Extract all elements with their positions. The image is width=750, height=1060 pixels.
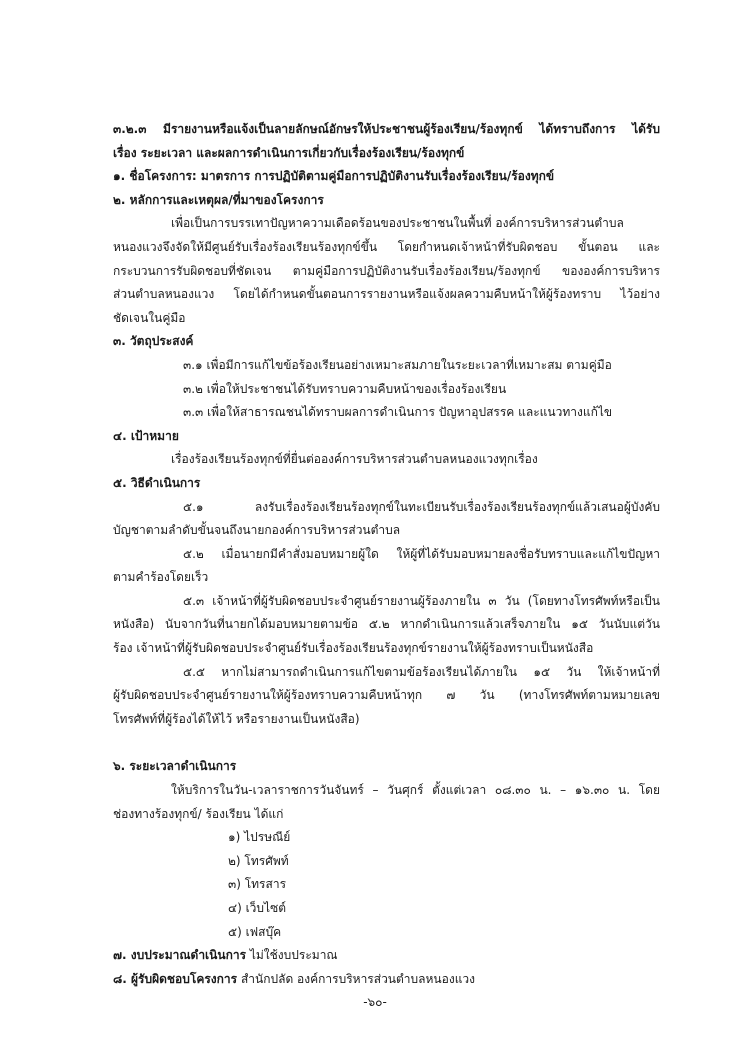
- step-1-line-1: ๕.๑ ลงรับเรื่องร้องเรียนร้องทุกข์ในทะเบียนรับเรื่องร้องเรียนร้องทุกข์แล้วเสนอผู้บังคับ: [183, 499, 660, 514]
- intro-line-1: ๓.๒.๓ มีรายงานหรือแจ้งเป็นลายลักษณ์อักษรให้ประชาชนผู้ร้องเรียน/ร้องทุกข์ ได้ทราบถึงการ ได้รับ: [113, 122, 660, 136]
- section-4-text: เรื่องร้องเรียนร้องทุกข์ที่ยื่นต่อองค์การบริหารส่วนตำบลหนองแวงทุกเรื่อง: [171, 452, 538, 467]
- channel-item-mail: ๑) ไปรษณีย์: [228, 830, 291, 845]
- document-body: [113, 118, 660, 991]
- section-8: [113, 968, 660, 992]
- section-6-line-2: ช่องทางร้องทุกข์/ ร้องเรียน ได้แก่: [113, 806, 284, 821]
- section-6-line-1: ให้บริการในวัน-เวลาราชการวันจันทร์ – วันศุกร์ ตั้งแต่เวลา ๐๘.๓๐ น. – ๑๖.๓๐ น. โดย: [171, 783, 660, 798]
- step-4-line-2: ผู้รับผิดชอบประจำศูนย์รายงานให้ผู้ร้องทราบความคืบหน้าทุก ๗ วัน (ทางโทรศัพท์ตามหมายเลข: [113, 688, 660, 703]
- step-4-line-3: โทรศัพท์ที่ผู้ร้องได้ให้ไว้ หรือรายงานเป็นหนังสือ): [113, 711, 360, 726]
- section-6-title: ๖. ระยะเวลาดำเนินการ: [113, 759, 237, 774]
- page-number: -๖๐-: [363, 995, 387, 1009]
- channel-item-fax: ๓) โทรสาร: [228, 877, 287, 892]
- section-2-line-4: ส่วนตำบลหนองแวง โดยได้กำหนดขั้นตอนการรายงานหรือแจ้งผลความคืบหน้าให้ผู้ร้องทราบ ไว้อย่าง: [113, 287, 660, 302]
- step-3-line-3: ร้อง เจ้าหน้าที่ผู้รับผิดชอบประจำศูนย์รับเรื่องร้องเรียนร้องทุกข์รายงานให้ผู้ร้องทราบเป็นหนังสือ: [113, 641, 594, 656]
- section-7: [113, 944, 660, 968]
- section-2-line-3: กระบวนการรับผิดชอบที่ชัดเจน ตามคู่มือการปฏิบัติงานรับเรื่องร้องเรียน/ร้องทุกข์ ขององค์การบริหาร: [113, 263, 660, 278]
- spacer: [113, 731, 660, 755]
- section-2-line-5: ชัดเจนในคู่มือ: [113, 310, 186, 325]
- section-1-title: ๑. ชื่อโครงการ: มาตรการ การปฏิบัติตามคู่มือการปฏิบัติงานรับเรื่องร้องเรียน/ร้องทุกข์: [113, 169, 555, 184]
- step-3-line-2: หนังสือ) นับจากวันที่นายกได้มอบหมายตามข้อ ๕.๒ หากดำเนินการแล้วเสร็จภายใน ๑๕ วันนับแต่วัน: [113, 617, 660, 632]
- channel-item-website: ๔) เว็บไซต์: [228, 901, 287, 915]
- section-7-title: ๗. งบประมาณดำเนินการ: [113, 948, 247, 963]
- section-3-title: ๓. วัตถุประสงค์: [113, 334, 194, 349]
- step-4-line-1: ๕.๕ หากไม่สามารถดำเนินการแก้ไขตามข้อร้องเรียนได้ภายใน ๑๕ วัน ให้เจ้าหน้าที่: [183, 664, 660, 679]
- section-2-title: ๒. หลักการและเหตุผล/ที่มาของโครงการ: [113, 192, 324, 207]
- section-7-text: ไม่ใช้งบประมาณ: [249, 948, 338, 963]
- channel-item-facebook: ๕) เฟสบุ๊ค: [228, 924, 282, 939]
- channel-item-phone: ๒) โทรศัพท์: [228, 853, 289, 868]
- objective-item-1: ๓.๑ เพื่อมีการแก้ไขข้อร้องเรียนอย่างเหมาะสมภายในระยะเวลาที่เหมาะสม ตามคู่มือ: [183, 357, 612, 372]
- section-4-title: ๔. เป้าหมาย: [113, 428, 179, 443]
- step-3-line-1: ๕.๓ เจ้าหน้าที่ผู้รับผิดชอบประจำศูนย์รายงานผู้ร้องภายใน ๓ วัน (โดยทางโทรศัพท์หรือเป็น: [183, 593, 660, 608]
- step-2-line-2: ตามคำร้องโดยเร็ว: [113, 570, 209, 585]
- section-2-line-1: เพื่อเป็นการบรรเทาปัญหาความเดือดร้อนของประชาชนในพื้นที่ องค์การบริหารส่วนตำบล: [171, 216, 624, 231]
- step-2-line-1: ๕.๒ เมื่อนายกมีคำสั่งมอบหมายผู้ใด ให้ผู้ที่ได้รับมอบหมายลงชื่อรับทราบและแก้ไขปัญหา: [183, 546, 660, 561]
- step-1-line-2: บัญชาตามลำดับขั้นจนถึงนายกองค์การบริหารส่วนตำบล: [113, 523, 401, 538]
- objective-item-2: ๓.๒ เพื่อให้ประชาชนได้รับทราบความคืบหน้าของเรื่องร้องเรียน: [183, 381, 507, 396]
- objective-item-3: ๓.๓ เพื่อให้สาธารณชนได้ทราบผลการดำเนินการ ปัญหาอุปสรรค และแนวทางแก้ไข: [183, 405, 613, 420]
- section-2-line-2: หนองแวงจึงจัดให้มีศูนย์รับเรื่องร้องเรียนร้องทุกข์ขึ้น โดยกำหนดเจ้าหน้าที่รับผิดชอบ ขั้นตอน และ: [113, 239, 660, 254]
- section-8-text: สำนักปลัด องค์การบริหารส่วนตำบลหนองแวง: [240, 971, 476, 986]
- section-5-title: ๕. วิธีดำเนินการ: [113, 475, 201, 490]
- intro-line-2: เรื่อง ระยะเวลา และผลการดำเนินการเกี่ยวกับเรื่องร้องเรียน/ร้องทุกข์: [113, 145, 465, 160]
- section-8-title: ๘. ผู้รับผิดชอบโครงการ: [113, 971, 238, 986]
